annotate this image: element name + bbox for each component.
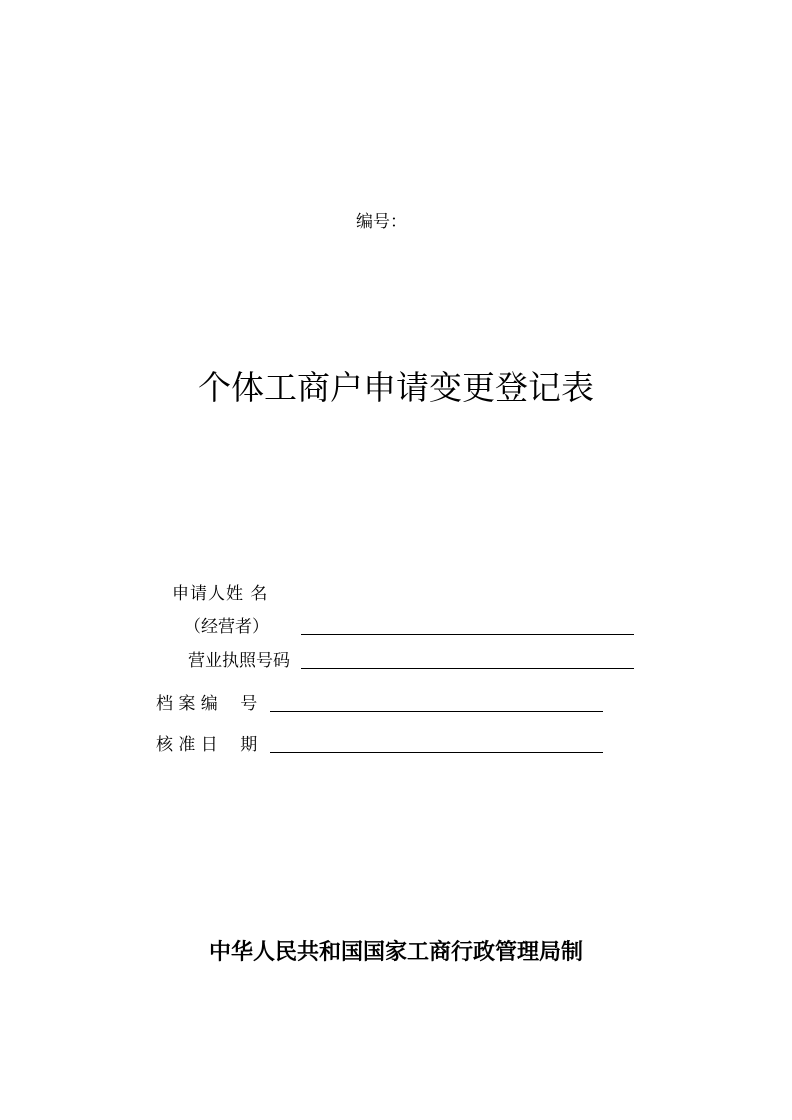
approval-date-input-line[interactable] [270, 752, 603, 753]
license-number-input-line[interactable] [301, 668, 634, 669]
applicant-name-input-line[interactable] [301, 634, 634, 635]
serial-number-label: 编号： [356, 212, 407, 232]
license-number-label: 营业执照号码 [188, 651, 290, 671]
approval-date-label: 核 准 日 期 [156, 735, 258, 755]
applicant-name-label: 申请人姓 名 [172, 584, 269, 604]
archive-number-label: 档 案 编 号 [156, 694, 258, 714]
archive-number-input-line[interactable] [270, 711, 603, 712]
form-title: 个体工商户申请变更登记表 [198, 368, 594, 407]
issuing-authority: 中华人民共和国国家工商行政管理局制 [208, 939, 583, 965]
operator-label: （经营者） [184, 617, 269, 637]
